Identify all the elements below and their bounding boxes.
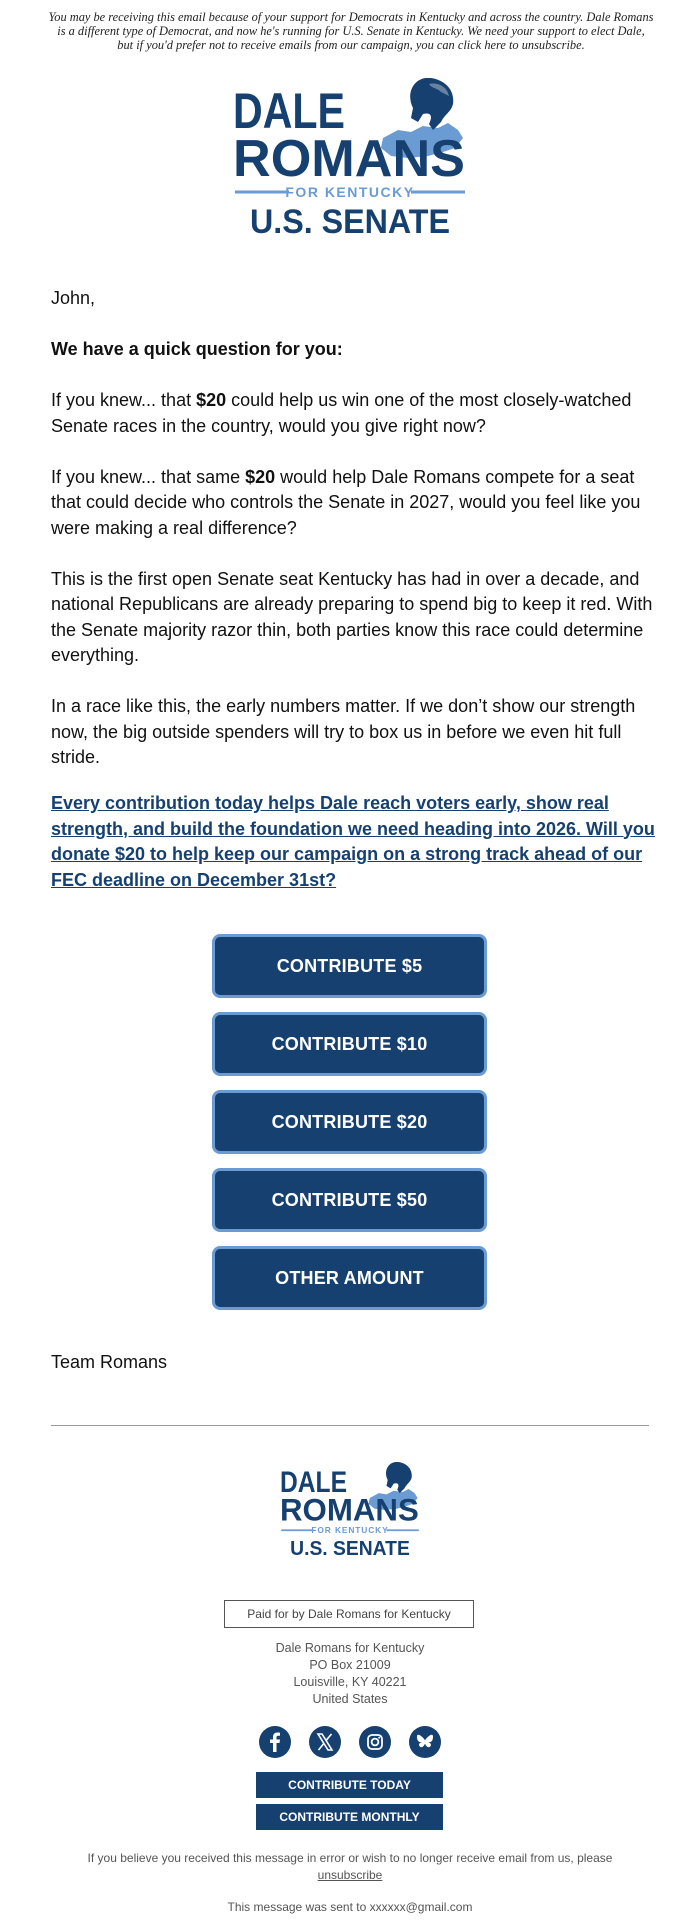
contribute-monthly-button[interactable]: CONTRIBUTE MONTHLY [256, 1804, 443, 1830]
address-line-3: Louisville, KY 40221 [293, 1675, 407, 1689]
footer-logo-line-for-kentucky: FOR KENTUCKY [311, 1525, 389, 1536]
paragraph-3: This is the first open Senate seat Kentucky has had in over a decade, and national Republicans are already preparing to spend big to keep it red. With the Senate majority razor thin, both parties know this race could determine everything. [51, 568, 653, 665]
disclaimer-text: If you believe you received this message in error or wish to no longer receive email from us, please [87, 1851, 613, 1865]
other-amount-button[interactable]: OTHER AMOUNT [212, 1246, 487, 1310]
unsubscribe-link[interactable]: unsubscribe [317, 1868, 383, 1882]
address-line-2: PO Box 21009 [309, 1658, 391, 1672]
paragraph-4: In a race like this, the early numbers matter. If we don’t show our strength now, the big outside spenders will try to box us in before we even hit full stride. [51, 696, 636, 767]
email-body [51, 286, 655, 771]
footer-divider [51, 1425, 649, 1426]
paragraph-2: If you knew... that same $20 would help Dale Romans compete for a seat that could decide who controls the Senate in 2027, would you feel like you were making a real difference? [51, 466, 641, 538]
facebook-icon [259, 1726, 291, 1758]
instagram-link[interactable] [359, 1726, 391, 1758]
footer-logo-line-dale: DALE [280, 1465, 348, 1499]
address-line-1: Dale Romans for Kentucky [275, 1641, 425, 1655]
signoff: Team Romans [51, 1352, 168, 1372]
logo-line-us-senate: U.S. SENATE [250, 203, 450, 241]
donate-cta-link[interactable]: Every contribution today helps Dale reach voters early, show real strength, and build the foundation we need heading into 2026. Will you donate $20 to help keep our campaign on a strong track ahead of our FEC deadline on December 31st? [51, 793, 655, 890]
logo-line-dale: DALE [233, 83, 345, 139]
paragraph-1: If you knew... that $20 could help us win one of the most closely-watched Senate races in the country, would you give right now? [51, 390, 632, 436]
contribute-5-button[interactable]: CONTRIBUTE $5 [212, 934, 487, 998]
greeting: John, [51, 288, 96, 308]
contribute-50-button[interactable]: CONTRIBUTE $50 [212, 1168, 487, 1232]
facebook-link[interactable] [259, 1726, 291, 1758]
contribute-today-button[interactable]: CONTRIBUTE TODAY [256, 1772, 443, 1798]
sent-to-label: This message was sent to [227, 1900, 367, 1914]
unsubscribe-disclaimer [80, 1850, 620, 1884]
contribute-20-button[interactable]: CONTRIBUTE $20 [212, 1090, 487, 1154]
mailing-address [200, 1640, 500, 1708]
sent-to-line [150, 1900, 550, 1914]
instagram-icon [359, 1726, 391, 1758]
paid-for-disclaimer: Paid for by Dale Romans for Kentucky [224, 1600, 474, 1628]
bluesky-icon [409, 1726, 441, 1758]
footer-logo-line-romans: ROMANS [280, 1492, 419, 1528]
address-line-4: United States [312, 1692, 388, 1706]
footer-campaign-logo [280, 1462, 420, 1565]
contribute-10-button[interactable]: CONTRIBUTE $10 [212, 1012, 487, 1076]
sent-to-email[interactable]: xxxxxx@gmail.com [369, 1900, 473, 1914]
preheader-text[interactable]: You may be receiving this email because of your support for Democrats in Kentucky and across the country. Dale Romans is a different type of Democrat, and now he's running for U.S. Senate in Kentucky. We need your support to elect Dale, but if you'd prefer not to receive emails from our campaign, you can click here to unsubscribe. [48, 10, 654, 52]
question: We have a quick question for you: [51, 339, 343, 359]
x-icon [309, 1726, 341, 1758]
logo-line-for-kentucky: FOR KENTUCKY [285, 184, 415, 200]
campaign-logo [233, 78, 467, 250]
x-link[interactable] [309, 1726, 341, 1758]
logo-line-romans: ROMANS [233, 130, 465, 188]
bluesky-link[interactable] [409, 1726, 441, 1758]
footer-logo-line-us-senate: U.S. SENATE [290, 1537, 410, 1560]
